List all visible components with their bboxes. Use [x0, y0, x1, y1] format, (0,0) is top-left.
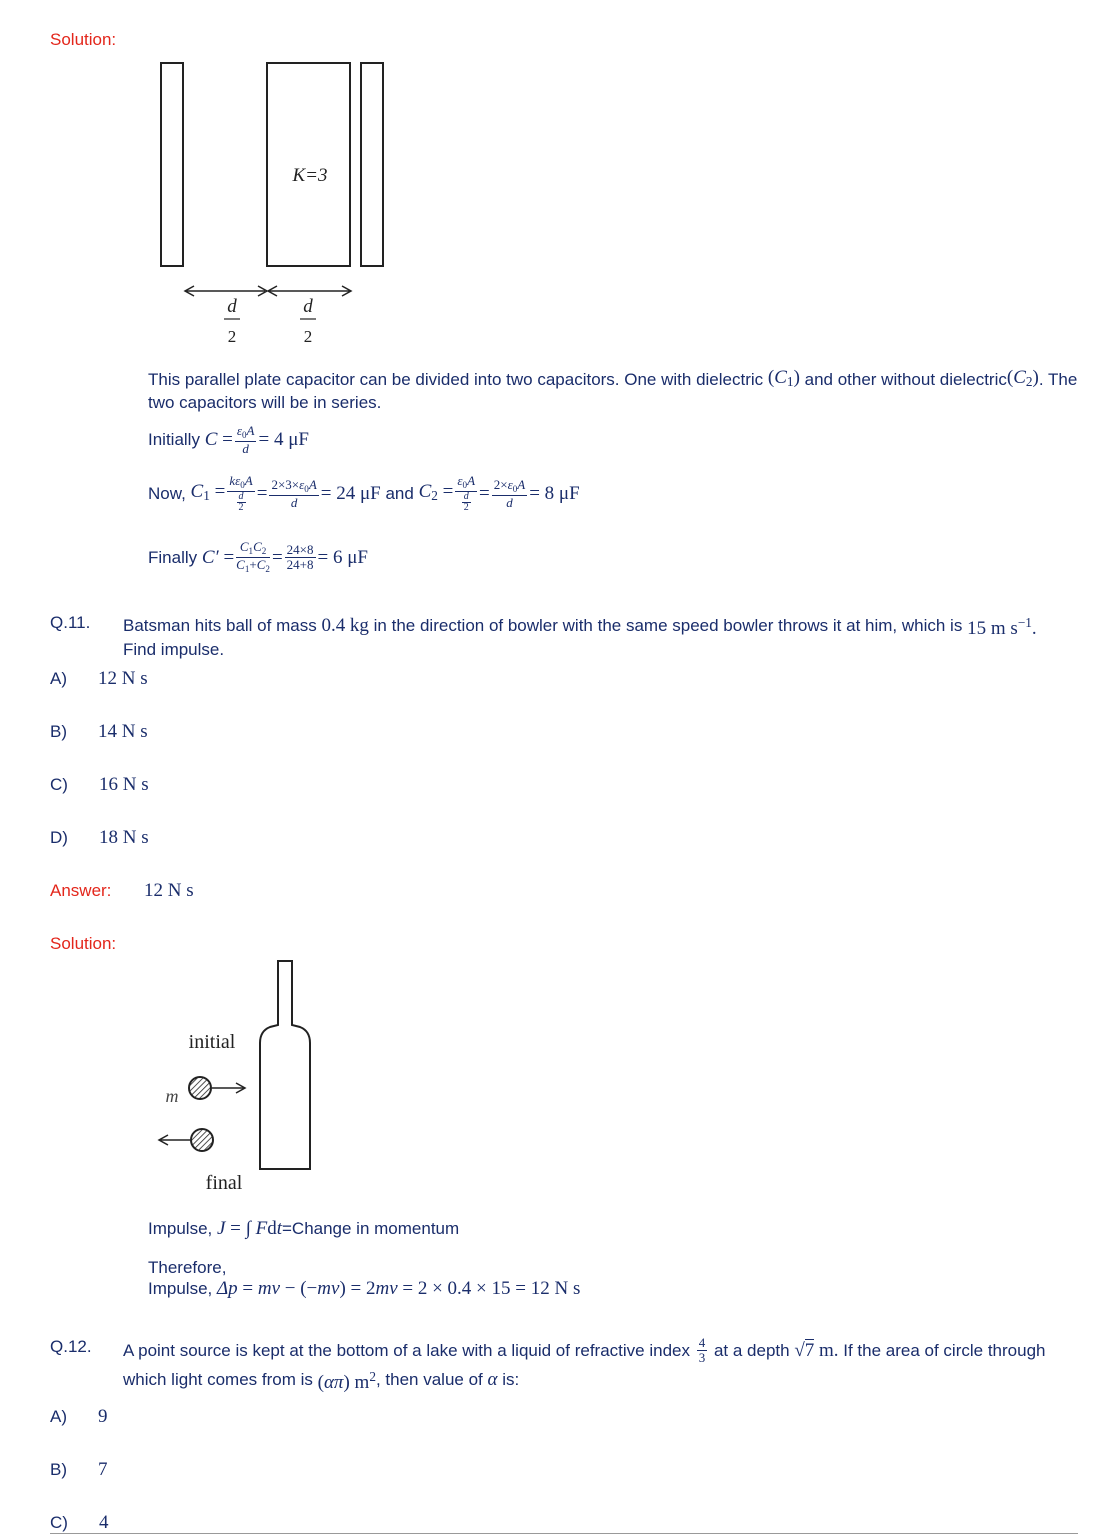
- mass-label: m: [165, 1086, 179, 1106]
- capacitor-diagram: [150, 55, 400, 350]
- question-11-text: Batsman hits ball of mass 0.4 kg in the direction of bowler with the same speed bowler throws it at him, which is 15 m $s^{-1}$. Find impulse.: [123, 615, 1037, 659]
- therefore-text: Therefore,: [148, 1258, 227, 1277]
- impulse-definition: Impulse, J = ∫ Fdt =Change in momentum: [148, 1218, 460, 1239]
- two-label-left: 2: [227, 327, 237, 346]
- answer-label: Answer:: [50, 881, 112, 900]
- answer-value: 12 N s: [144, 880, 194, 901]
- ball-initial: [189, 1077, 211, 1099]
- solution-label: Solution:: [50, 30, 117, 49]
- solution-label-2: Solution:: [50, 934, 117, 953]
- two-label-right: 2: [303, 327, 313, 346]
- question-12-text: A point source is kept at the bottom of a lake with a liquid of refractive index $\frac{4}{3}$ at a depth √7 m. If the area of circle through which light comes from is (απ) $m^2$ , then value of α is:: [123, 1334, 1046, 1393]
- solution-paragraph: This parallel plate capacitor can be divided into two capacitors. One with dielectric $(C_1)$ and other without dielectric $(C_2)$ . The two capacitors will be in series.: [148, 367, 1078, 412]
- final-label: final: [205, 1172, 243, 1194]
- bottom-rule: [50, 1533, 1078, 1534]
- bat-shape: [260, 961, 310, 1169]
- now-capacitances: Now, $C_1$ = $\frac{k\varepsilon_0A}{\frac{d}{2}}$ = $\frac{2\times 3\times\varepsilon_0A}{d}$ = 24 μF and $C_2$ = $\frac{\varepsilon_0A}{\frac{d}{2}}$ = $\frac{2\times\varepsilon_0A}{d}$ = 8 μF: [148, 473, 580, 514]
- d-label-right: d: [303, 296, 313, 317]
- ball-final: [191, 1129, 213, 1151]
- q12-option-a[interactable]: A) 9: [50, 1406, 108, 1427]
- bat-ball-diagram: [150, 955, 330, 1200]
- k-label: K=3: [292, 165, 328, 186]
- q12-option-c[interactable]: C) 4: [50, 1512, 109, 1533]
- impulse-calculation: Impulse, Δp = mv − (−mv) = 2mv = 2 × 0.4 × 15 = 12 N s: [148, 1278, 581, 1299]
- q12-option-b[interactable]: B) 7: [50, 1459, 108, 1480]
- q11-option-a[interactable]: A) 12 N s: [50, 668, 148, 689]
- initial-label: initial: [188, 1031, 236, 1053]
- q11-option-b[interactable]: B) 14 N s: [50, 721, 148, 742]
- left-plate: [161, 63, 183, 266]
- initial-capacitance: Initially C = $\frac{\varepsilon_0A}{d}$ = 4 μF: [148, 423, 309, 456]
- right-plate: [361, 63, 383, 266]
- question-number-11: Q.11.: [50, 613, 91, 632]
- q11-option-c[interactable]: C) 16 N s: [50, 774, 149, 795]
- q11-option-d[interactable]: D) 18 N s: [50, 827, 149, 848]
- question-number-12: Q.12.: [50, 1337, 92, 1356]
- answer-row: [50, 880, 194, 902]
- final-capacitance: Finally C′ = $\frac{C_1C_2}{C_1+C_2}$ = $\frac{24\times 8}{24+8}$ = 6 μF: [148, 539, 368, 574]
- d-label-left: d: [227, 296, 237, 317]
